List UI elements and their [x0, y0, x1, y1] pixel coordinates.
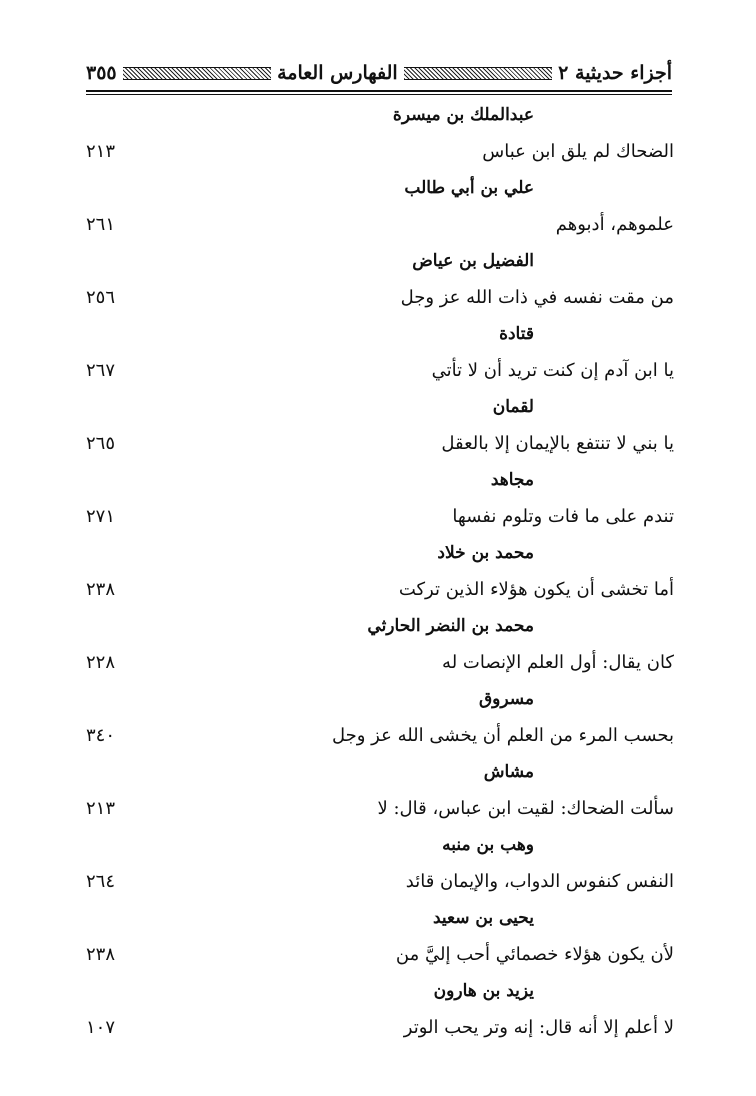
- index-row: [0, 790, 756, 828]
- narrator-name: قتادة: [499, 324, 534, 344]
- narrator-name: مسروق: [478, 689, 534, 709]
- index-entry: [0, 317, 756, 390]
- narrator-name: علي بن أبي طالب: [404, 178, 534, 198]
- index-entry: [0, 974, 756, 1047]
- index-entry: [0, 755, 756, 828]
- index-entry: [0, 536, 756, 609]
- header-ornament-left: [123, 67, 271, 80]
- index-row: [0, 863, 756, 901]
- narrator-name: وهب بن منبه: [442, 835, 534, 855]
- quote-text: لأن يكون هؤلاء خصمائي أحب إليَّ من: [395, 944, 674, 965]
- page-ref: ٢٦١: [86, 214, 116, 235]
- narrator-name: يحيى بن سعيد: [432, 908, 534, 928]
- page-ref: ٢٦٧: [86, 360, 116, 381]
- header-rule: [86, 90, 672, 95]
- index-entry: [0, 901, 756, 974]
- narrator-name: مجاهد: [490, 470, 534, 490]
- index-list: [0, 98, 756, 1047]
- index-row: [0, 279, 756, 317]
- page-header: [86, 56, 672, 90]
- index-row: [0, 644, 756, 682]
- page-ref: ٢٣٨: [86, 579, 116, 600]
- quote-text: يا ابن آدم إن كنت تريد أن لا تأتي: [431, 360, 674, 381]
- quote-text: أما تخشى أن يكون هؤلاء الذين تركت: [398, 579, 674, 600]
- narrator-name: يزيد بن هارون: [433, 981, 534, 1001]
- index-row: [0, 352, 756, 390]
- page-ref: ٢١٣: [86, 798, 116, 819]
- page-ref: ٢٦٥: [86, 433, 116, 454]
- quote-text: لا أعلم إلا أنه قال: إنه وتر يحب الوتر: [403, 1017, 674, 1038]
- index-row: [0, 717, 756, 755]
- quote-text: النفس كنفوس الدواب، والإيمان قائد: [405, 871, 674, 892]
- page-ref: ٣٤٠: [86, 725, 116, 746]
- index-entry: [0, 828, 756, 901]
- page-ref: ٢١٣: [86, 141, 116, 162]
- quote-text: الضحاك لم يلق ابن عباس: [482, 141, 674, 162]
- narrator-name: عبدالملك بن ميسرة: [392, 105, 534, 125]
- index-row: [0, 936, 756, 974]
- index-row: [0, 498, 756, 536]
- narrator-name: محمد بن خلاد: [437, 543, 534, 563]
- page-ref: ٢٥٦: [86, 287, 116, 308]
- narrator-name: محمد بن النضر الحارثي: [367, 616, 534, 636]
- page-ref: ٢٧١: [86, 506, 116, 527]
- index-entry: [0, 390, 756, 463]
- page-ref: ٢٦٤: [86, 871, 116, 892]
- page-ref: ٢٣٨: [86, 944, 116, 965]
- index-row: [0, 425, 756, 463]
- index-entry: [0, 682, 756, 755]
- index-entry: [0, 463, 756, 536]
- index-row: [0, 571, 756, 609]
- page-ref: ١٠٧: [86, 1017, 116, 1038]
- index-entry: [0, 244, 756, 317]
- quote-text: تندم على ما فات وتلوم نفسها: [452, 506, 674, 527]
- narrator-name: الفضيل بن عياض: [412, 251, 534, 271]
- quote-text: علموهم، أدبوهم: [555, 214, 674, 235]
- quote-text: كان يقال: أول العلم الإنصات له: [442, 652, 674, 673]
- header-ornament-right: [404, 67, 552, 80]
- index-entry: [0, 171, 756, 244]
- page-ref: ٢٢٨: [86, 652, 116, 673]
- section-title: الفهارس العامة: [277, 62, 398, 84]
- index-row: [0, 1009, 756, 1047]
- quote-text: بحسب المرء من العلم أن يخشى الله عز وجل: [332, 725, 674, 746]
- narrator-name: لقمان: [492, 397, 534, 417]
- page-number: ٣٥٥: [86, 62, 117, 84]
- index-row: [0, 133, 756, 171]
- index-row: [0, 206, 756, 244]
- quote-text: من مقت نفسه في ذات الله عز وجل: [400, 287, 674, 308]
- quote-text: سألت الضحاك: لقيت ابن عباس، قال: لا: [377, 798, 674, 819]
- narrator-name: مشاش: [483, 762, 534, 782]
- book-title: أجزاء حديثية ٢: [558, 62, 672, 84]
- index-entry: [0, 609, 756, 682]
- quote-text: يا بني لا تنتفع بالإيمان إلا بالعقل: [441, 433, 674, 454]
- index-entry: [0, 98, 756, 171]
